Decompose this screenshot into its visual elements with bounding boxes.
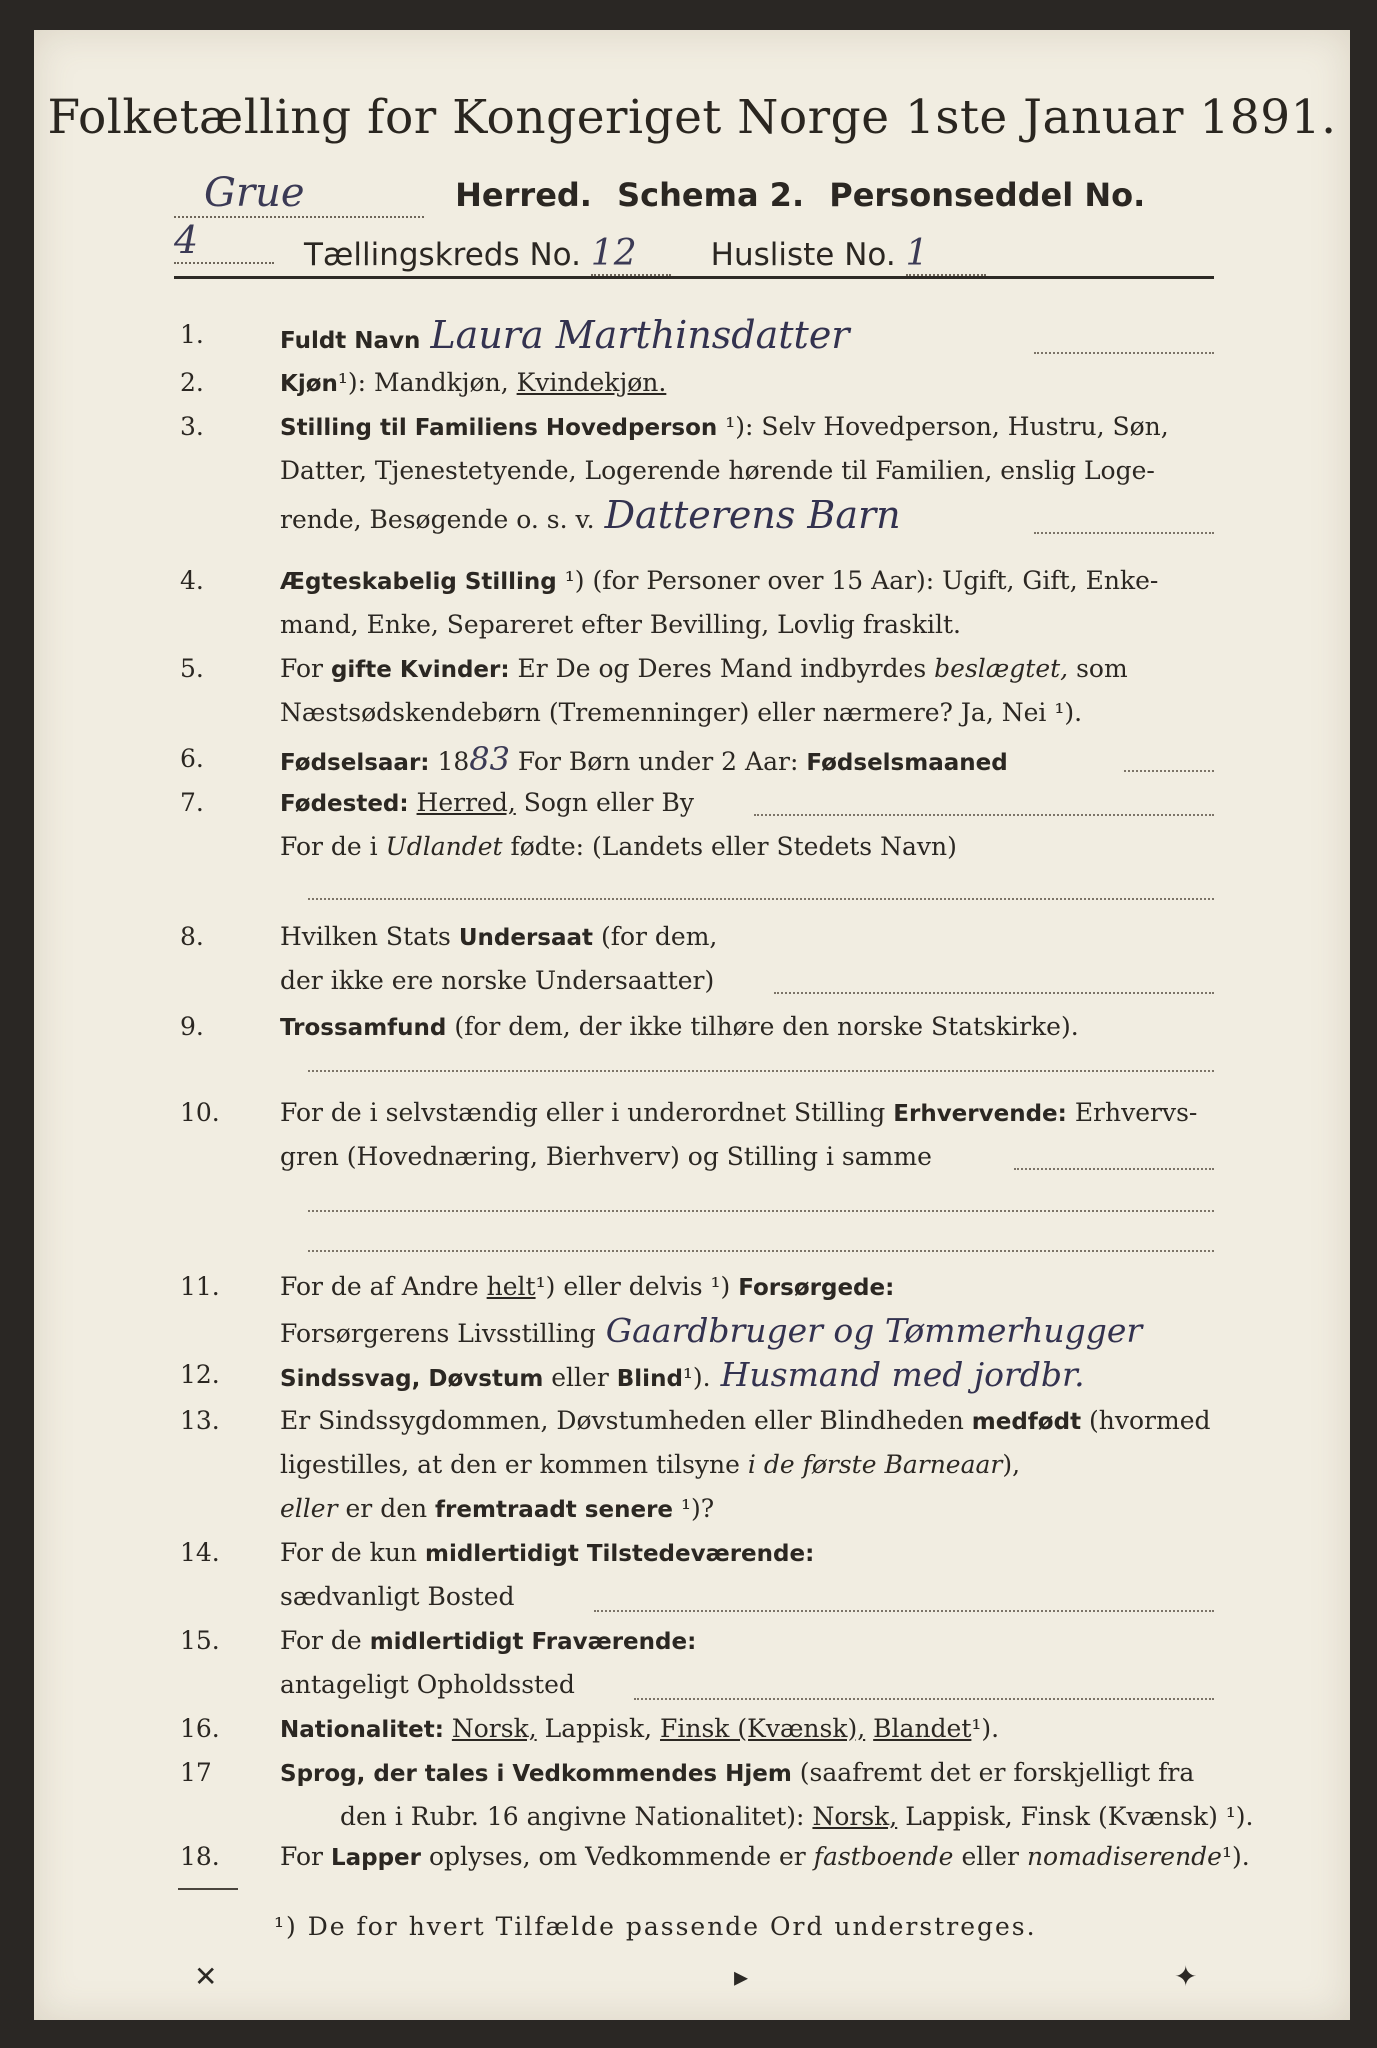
center-mark: ▸ bbox=[734, 1960, 749, 1993]
dotted-fill-line bbox=[634, 1698, 1214, 1700]
form-title: Folketælling for Kongeriget Norge 1ste Januar 1891. bbox=[47, 90, 1337, 145]
row-number: 14. bbox=[180, 1538, 220, 1567]
family-position-value: Datterens Barn bbox=[604, 493, 901, 537]
field-text: ¹) (for Personer over 15 Aar): Ugift, Gift, Enke- bbox=[564, 566, 1159, 595]
italic-text: i de første Barneaar bbox=[747, 1450, 1003, 1479]
dotted-fill-line bbox=[308, 1250, 1214, 1252]
field-text: For de af Andre bbox=[280, 1272, 479, 1301]
field-text: ¹): Mandkjøn, bbox=[337, 368, 509, 397]
field-label: medfødt bbox=[971, 1409, 1082, 1435]
dotted-fill-line bbox=[308, 1070, 1214, 1072]
field-text: ¹). bbox=[1221, 1842, 1250, 1871]
full-name-value: Laura Marthinsdatter bbox=[430, 313, 850, 357]
dotted-fill-line bbox=[774, 992, 1214, 994]
field-text: ¹). bbox=[682, 1363, 711, 1392]
row-number: 8. bbox=[180, 922, 204, 951]
dotted-fill-line bbox=[1124, 770, 1214, 772]
field-label: Stilling til Familiens Hovedperson bbox=[280, 415, 718, 441]
dotted-fill-line bbox=[1014, 1168, 1214, 1170]
field-label: Undersaat bbox=[458, 925, 594, 951]
field-text: rende, Besøgende o. s. v. bbox=[280, 505, 595, 534]
field-label: Fødselsmaaned bbox=[806, 750, 1008, 776]
field-text: ¹): Selv Hovedperson, Hustru, Søn, bbox=[725, 412, 1169, 441]
field-text: For bbox=[280, 654, 323, 683]
field-text: For Børn under 2 Aar: bbox=[509, 747, 799, 776]
field-text: Er De og Deres Mand indbyrdes bbox=[517, 654, 927, 683]
field-text: 18 bbox=[437, 747, 470, 776]
field-text: eller bbox=[551, 1363, 609, 1392]
dotted-fill-line bbox=[754, 814, 1214, 816]
italic-text: beslægtet, bbox=[934, 654, 1069, 683]
field-text: (for dem, bbox=[600, 922, 718, 951]
field-label: gifte Kvinder: bbox=[330, 657, 510, 683]
field-label: Forsørgede: bbox=[738, 1275, 895, 1301]
field-text: er den bbox=[345, 1494, 428, 1523]
field-text: ¹). bbox=[971, 1714, 1000, 1743]
field-text: For de kun bbox=[280, 1538, 418, 1567]
corner-mark-left: ✕ bbox=[194, 1960, 218, 1993]
field-text: For de i bbox=[280, 832, 378, 861]
field-text: som bbox=[1076, 654, 1128, 683]
field-text: den i Rubr. 16 angivne Nationalitet): bbox=[340, 1802, 805, 1831]
field-label: Blind bbox=[616, 1366, 683, 1392]
herred-name: Grue bbox=[174, 170, 424, 218]
field-text: Lappisk, bbox=[544, 1714, 653, 1743]
field-label: Fødselsaar: bbox=[280, 750, 430, 776]
corner-mark-right: ✦ bbox=[1174, 1960, 1198, 1993]
dotted-fill-line bbox=[594, 1610, 1214, 1612]
italic-text: Udlandet bbox=[385, 832, 503, 861]
census-form-sheet: Folketælling for Kongeriget Norge 1ste Januar 1891. Grue Herred. Schema 2. Personseddel No. 4 Tællingskreds No. 12 Husliste No. 1 1. Fuldt Navn Laura Marthinsdatter 2. Kjøn¹): Mandkjøn, Kvindekjøn. 3. Stilling til Familiens Hovedperson ¹): Selv Hovedperson, Hustru, Søn, Datter, Tjenestetyende, Logerende hørende til Familien, enslig Loge- rende, Besøgende o. s. v. Datterens Barn 4. Ægteskabelig Stilling ¹) (for Personer over 15 Aar): Ugift, Gift, Enke- mand, Enke, Separeret efter Bevilling, Lovlig fraskilt. 5. For gifte Kvinder: Er De og Deres Mand indbyrdes beslægtet, som Næstsødskendebørn (Tremenninger) eller nærmere? Ja, Nei ¹). 6. Fødselsaar: 1883 For Børn under 2 Aar: Fødselsmaaned 7. Fødested: Herred, Sogn eller By For de i Udlandet fødte: (Landets eller Stedets Navn) 8. Hvilken Stats Undersaat (for dem, der ikke ere norske Undersaatter) 9. Trossamfund (for dem, der ikke tilhøre den norske Statskirke). 10. For de i selvstændig eller i underordnet Stilling Erhvervende: Erhvervs- gren (Hovednæring, Bierhverv) og Stilling i samme 11. For de af Andre helt¹) eller delvis ¹) Forsørgede: Forsørgerens Livsstilling Gaardbruger og Tømmerhugger 12. Sindssvag, Døvstum eller Blind¹). Husmand med jordbr. 13. Er Sindssygdommen, Døvstumheden eller Blindheden medfødt (hvormed ligestilles, at den er kommen tilsyne i de første Barneaar), eller er den fremtraadt senere ¹)? 14. For de kun midlertidigt Tilstedeværende: sædvanligt Bosted 15. For de midlertidigt Fraværende: antageligt Opholdssted 16. Nationalitet: Norsk, Lappisk, Finsk (Kvænsk), Blandet¹). 17 Sprog, der tales i Vedkommendes Hjem (saafremt det er forskjelligt fra den i Rubr. 16 angivne Nationalitet): Norsk, Lappisk, Finsk (Kvænsk) ¹). ¹) De for hvert Tilfælde passende Ord understreges. ✕ ▸ ✦ 18. For Lapper oplyses, om Vedkommende er fastboende eller nomadiserende¹). bbox=[34, 30, 1350, 2020]
husliste-label: Husliste No. bbox=[710, 237, 896, 273]
row-number: 17 bbox=[180, 1758, 212, 1787]
field-text: antageligt Opholdssted bbox=[280, 1670, 575, 1699]
underlined-choice: helt bbox=[486, 1272, 536, 1301]
underlined-choice: Kvindekjøn. bbox=[516, 368, 667, 397]
field-text: mand, Enke, Separeret efter Bevilling, Lovlig fraskilt. bbox=[280, 610, 961, 639]
field-text: ¹)? bbox=[680, 1494, 715, 1523]
field-label: midlertidigt Tilstedeværende: bbox=[424, 1541, 815, 1567]
field-text: Hvilken Stats bbox=[280, 922, 451, 951]
row-number: 4. bbox=[180, 566, 204, 595]
field-text: fødte: (Landets eller Stedets Navn) bbox=[510, 832, 957, 861]
field-label: Ægteskabelig Stilling bbox=[280, 569, 557, 595]
field-label: Trossamfund bbox=[280, 1015, 447, 1041]
underlined-choice: Norsk, bbox=[451, 1714, 537, 1743]
underlined-choice: Finsk (Kvænsk), bbox=[660, 1714, 866, 1743]
kreds-line bbox=[304, 233, 1344, 293]
field-text: For de i selvstændig eller i underordnet Stilling bbox=[280, 1098, 886, 1127]
husliste-no: 1 bbox=[906, 233, 986, 276]
field-label: Nationalitet: bbox=[280, 1717, 444, 1743]
footnote: ¹) De for hvert Tilfælde passende Ord understreges. bbox=[274, 1912, 1037, 1941]
field-text: sædvanligt Bosted bbox=[280, 1582, 515, 1611]
row-number: 15. bbox=[180, 1626, 220, 1655]
italic-text: fastboende bbox=[813, 1842, 954, 1871]
dotted-fill-line bbox=[1034, 532, 1214, 534]
row-number: 3. bbox=[180, 412, 204, 441]
field-label: midlertidigt Fraværende: bbox=[369, 1629, 697, 1655]
field-label: Fuldt Navn bbox=[280, 328, 421, 354]
row-number: 16. bbox=[180, 1714, 220, 1743]
row-number: 7. bbox=[180, 788, 204, 817]
field-text: gren (Hovednæring, Bierhverv) og Stilling i samme bbox=[280, 1142, 932, 1171]
field-text: Forsørgerens Livsstilling bbox=[280, 1319, 596, 1348]
provider-occupation-value: Gaardbruger og Tømmerhugger bbox=[605, 1311, 1143, 1350]
italic-text: nomadiserende bbox=[1026, 1842, 1222, 1871]
kreds-label: Tællingskreds No. bbox=[304, 237, 581, 273]
row-number: 10. bbox=[180, 1098, 220, 1127]
underlined-choice: Blandet bbox=[873, 1714, 972, 1743]
field-text: (for dem, der ikke tilhøre den norske Statskirke). bbox=[454, 1012, 1079, 1041]
field-text: Sogn eller By bbox=[523, 788, 694, 817]
row-number: 9. bbox=[180, 1012, 204, 1041]
footnote-rule bbox=[178, 1888, 238, 1890]
birth-year-value: 83 bbox=[469, 740, 510, 778]
field-text: Datter, Tjenestetyende, Logerende hørende til Familien, enslig Loge- bbox=[280, 456, 1155, 485]
field-text: der ikke ere norske Undersaatter) bbox=[280, 966, 715, 995]
row-number: 2. bbox=[180, 368, 204, 397]
field-text: Næstsødskendebørn (Tremenninger) eller nærmere? Ja, Nei ¹). bbox=[280, 698, 1083, 727]
row-number: 13. bbox=[180, 1406, 220, 1435]
field-text: For bbox=[280, 1842, 323, 1871]
schema-label: Schema 2. bbox=[617, 176, 805, 214]
field-text: Er Sindssygdommen, Døvstumheden eller Blindheden bbox=[280, 1406, 964, 1435]
dotted-fill-line bbox=[308, 898, 1214, 900]
personseddel-no: 4 bbox=[174, 218, 274, 264]
provider-occupation-cont-value: Husmand med jordbr. bbox=[720, 1355, 1085, 1394]
header-rule bbox=[174, 276, 1214, 279]
field-text: (hvormed bbox=[1089, 1406, 1211, 1435]
dotted-fill-line bbox=[308, 1210, 1214, 1212]
field-text: oplyses, om Vedkommende er bbox=[428, 1842, 806, 1871]
row-number: 6. bbox=[180, 744, 204, 773]
field-text: (saafremt det er forskjelligt fra bbox=[799, 1758, 1195, 1787]
field-text: For de bbox=[280, 1626, 362, 1655]
field-label: Fødested: bbox=[280, 791, 409, 817]
underlined-choice: Norsk, bbox=[812, 1802, 898, 1831]
personseddel-label: Personseddel No. bbox=[829, 176, 1146, 214]
field-label: Erhvervende: bbox=[893, 1101, 1067, 1127]
italic-text: eller bbox=[280, 1494, 338, 1523]
kreds-no: 12 bbox=[591, 233, 671, 276]
field-label: fremtraadt senere bbox=[435, 1497, 674, 1523]
field-label: Lapper bbox=[330, 1845, 421, 1871]
herred-label: Herred. bbox=[455, 176, 592, 214]
dotted-fill-line bbox=[1034, 352, 1214, 354]
field-label: Sindssvag, Døvstum bbox=[280, 1366, 544, 1392]
field-text: Erhvervs- bbox=[1074, 1098, 1198, 1127]
field-text: eller bbox=[961, 1842, 1019, 1871]
row-number: 5. bbox=[180, 654, 204, 683]
row-number: 1. bbox=[180, 320, 204, 349]
field-label: Kjøn bbox=[280, 371, 338, 397]
field-text: Lappisk, Finsk (Kvænsk) ¹). bbox=[905, 1802, 1254, 1831]
row-number: 11. bbox=[180, 1272, 220, 1301]
row-number: 12. bbox=[180, 1360, 220, 1389]
row-number: 18. bbox=[180, 1842, 220, 1871]
underlined-choice: Herred, bbox=[416, 788, 516, 817]
field-label: Sprog, der tales i Vedkommendes Hjem bbox=[280, 1761, 792, 1787]
field-text: ¹) eller delvis ¹) bbox=[535, 1272, 731, 1301]
field-text: ligestilles, at den er kommen tilsyne bbox=[280, 1450, 740, 1479]
